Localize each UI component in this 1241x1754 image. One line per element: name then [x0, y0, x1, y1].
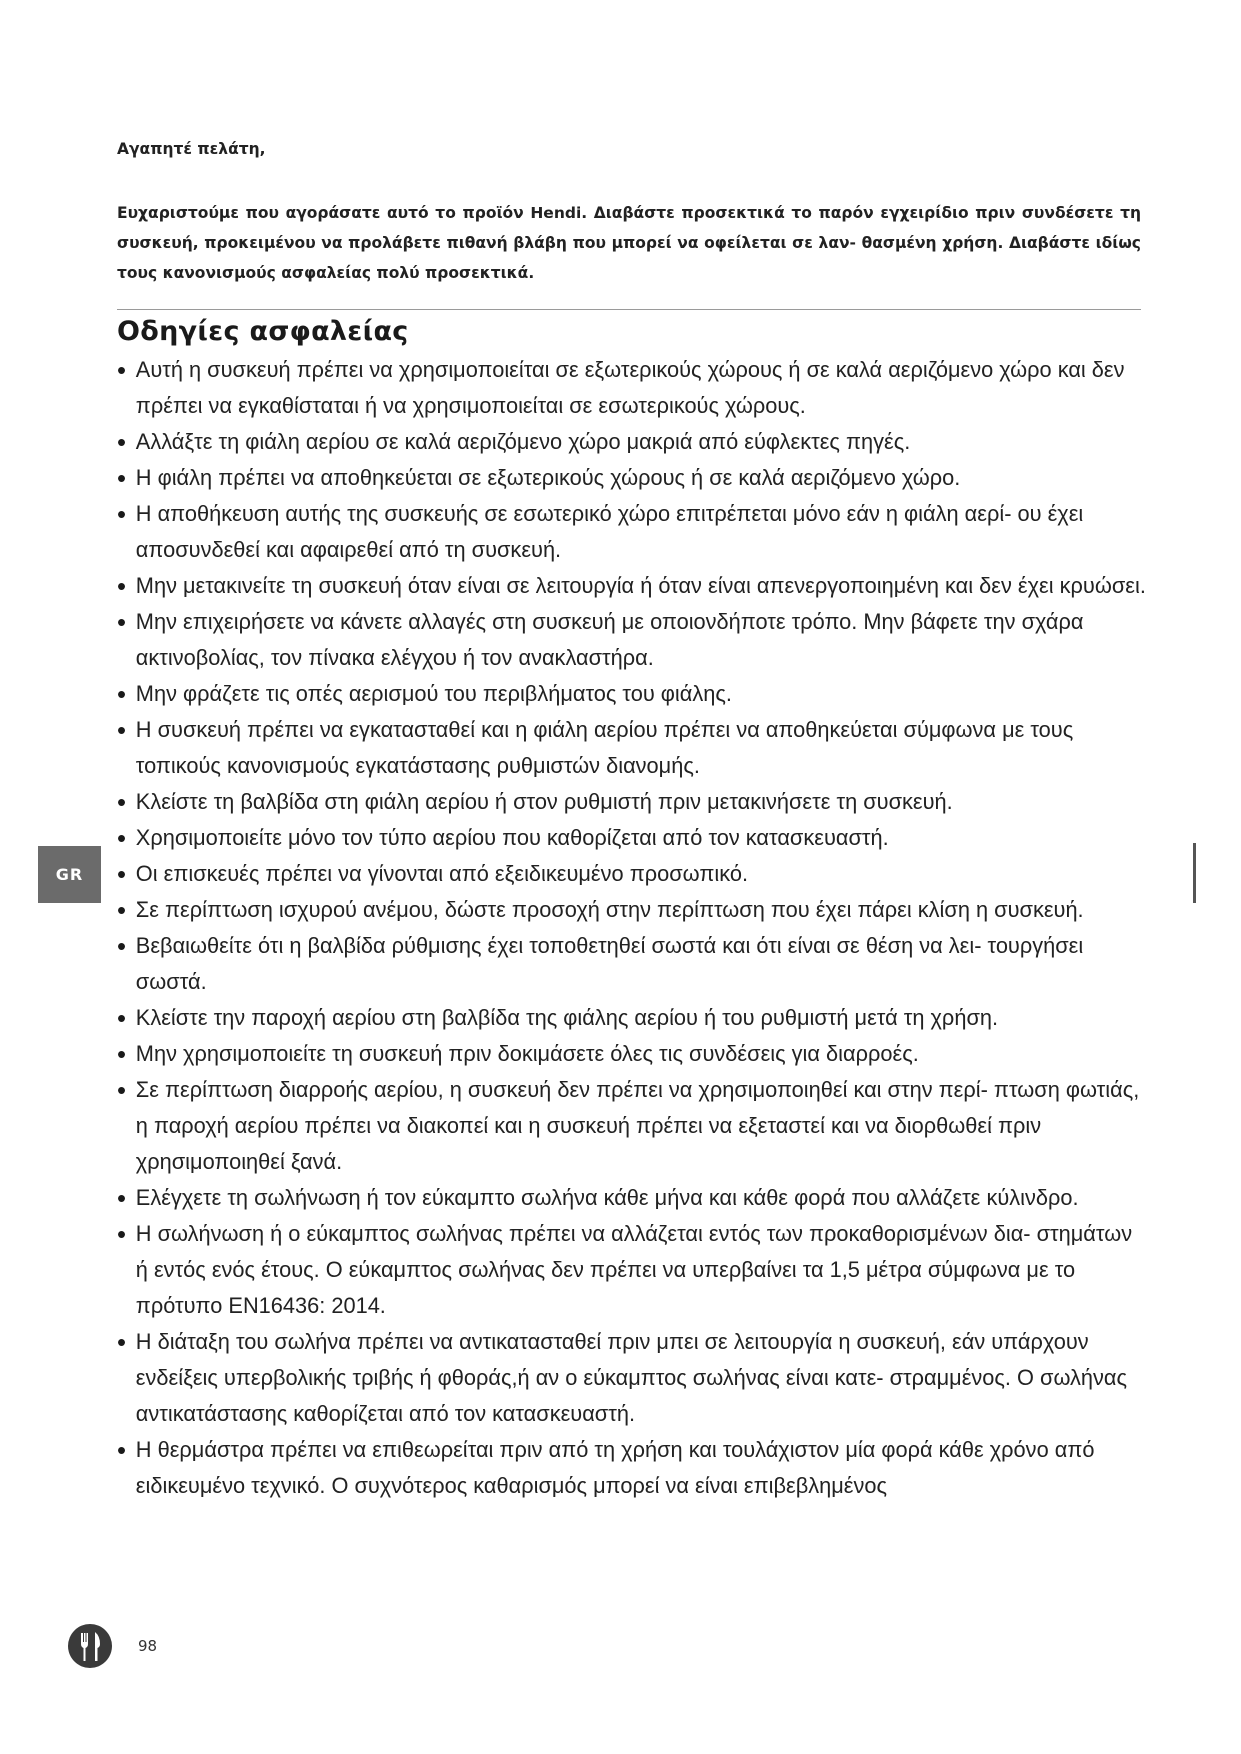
rule-item: • Η φιάλη πρέπει να αποθηκεύεται σε εξωτερικούς χώρους ή σε καλά αεριζόμενο χώρο.: [117, 460, 1147, 496]
rule-item: • Σε περίπτωση διαρροής αερίου, η συσκευή δεν πρέπει να χρησιμοποιηθεί και στην περί- πτωση φωτιάς, η παροχή αερίου πρέπει να διακοπεί και η συσκευή πρέπει να εξεταστεί και να διορθωθεί πριν χρησιμοποιηθεί ξανά.: [117, 1072, 1147, 1180]
rule-item: • Η διάταξη του σωλήνα πρέπει να αντικατασταθεί πριν μπει σε λειτουργία η συσκευή, εάν υπάρχουν ενδείξεις υπερβολικής τριβής ή φθοράς,ή αν ο εύκαμπτος σωλήνας είναι κατε- στραμμένος. Ο σωλήνας αντικατάστασης καθορίζεται από τον κατασκευαστή.: [117, 1324, 1147, 1432]
rule-item: • Μην επιχειρήσετε να κάνετε αλλαγές στη συσκευή με οποιονδήποτε τρόπο. Μην βάφετε την σχάρα ακτινοβολίας, τον πίνακα ελέγχου ή τον ανακλαστήρα.: [117, 604, 1147, 676]
rule-item: • Κλείστε τη βαλβίδα στη φιάλη αερίου ή στον ρυθμιστή πριν μετακινήσετε τη συσκευή.: [117, 784, 1147, 820]
section-title: Οδηγίες ασφαλείας: [117, 316, 409, 347]
section-divider: [117, 309, 1141, 310]
side-margin-mark: [1193, 843, 1196, 903]
rule-item: • Οι επισκευές πρέπει να γίνονται από εξειδικευμένο προσωπικό.: [117, 856, 1147, 892]
greeting: Αγαπητέ πελάτη,: [117, 140, 266, 158]
rule-item: • Η θερμάστρα πρέπει να επιθεωρείται πριν από τη χρήση και τουλάχιστον μία φορά κάθε χρόνο από ειδικευμένο τεχνικό. Ο συχνότερος καθαρισμός μπορεί να είναι επιβεβλημένος: [117, 1432, 1147, 1504]
rule-item: • Ελέγχετε τη σωλήνωση ή τον εύκαμπτο σωλήνα κάθε μήνα και κάθε φορά που αλλάζετε κύλινδρο.: [117, 1180, 1147, 1216]
rule-item: • Κλείστε την παροχή αερίου στη βαλβίδα της φιάλης αερίου ή του ρυθμιστή μετά τη χρήση.: [117, 1000, 1147, 1036]
rule-item: • Αλλάξτε τη φιάλη αερίου σε καλά αεριζόμενο χώρο μακριά από εύφλεκτες πηγές.: [117, 424, 1147, 460]
cutlery-logo-icon: [68, 1624, 112, 1668]
rule-item: • Μην μετακινείτε τη συσκευή όταν είναι σε λειτουργία ή όταν είναι απενεργοποιημένη και δεν έχει κρυώσει.: [117, 568, 1147, 604]
rule-item: • Η σωλήνωση ή ο εύκαμπτος σωλήνας πρέπει να αλλάζεται εντός των προκαθορισμένων δια- στημάτων ή εντός ενός έτους. Ο εύκαμπτος σωλήνας δεν πρέπει να υπερβαίνει τα 1,5 μέτρα σύμφωνα με το πρότυπο EN16436: 2014.: [117, 1216, 1147, 1324]
rule-item: • Μην χρησιμοποιείτε τη συσκευή πριν δοκιμάσετε όλες τις συνδέσεις για διαρροές.: [117, 1036, 1147, 1072]
rule-item: • Μην φράζετε τις οπές αερισμού του περιβλήματος του φιάλης.: [117, 676, 1147, 712]
rule-item: • Αυτή η συσκευή πρέπει να χρησιμοποιείται σε εξωτερικούς χώρους ή σε καλά αεριζόμενο χώρο και δεν πρέπει να εγκαθίσταται ή να χρησιμοποιείται σε εσωτερικούς χώρους.: [117, 352, 1147, 424]
language-tab: GR: [38, 846, 101, 903]
page-number: 98: [138, 1637, 158, 1655]
safety-rules-list: [117, 352, 1157, 1504]
rule-item: • Σε περίπτωση ισχυρού ανέμου, δώστε προσοχή στην περίπτωση που έχει πάρει κλίση η συσκευή.: [117, 892, 1147, 928]
rule-item: • Βεβαιωθείτε ότι η βαλβίδα ρύθμισης έχει τοποθετηθεί σωστά και ότι είναι σε θέση να λει- τουργήσει σωστά.: [117, 928, 1147, 1000]
rule-item: • Χρησιμοποιείτε μόνο τον τύπο αερίου που καθορίζεται από τον κατασκευαστή.: [117, 820, 1147, 856]
rule-item: • Η συσκευή πρέπει να εγκατασταθεί και η φιάλη αερίου πρέπει να αποθηκεύεται σύμφωνα με τους τοπικούς κανονισμούς εγκατάστασης ρυθμιστών διανομής.: [117, 712, 1147, 784]
intro-paragraph: Ευχαριστούμε που αγοράσατε αυτό το προϊόν Hendi. Διαβάστε προσεκτικά το παρόν εγχειρίδιο πριν συνδέσετε τη συσκευή, προκειμένου να προλάβετε πιθανή βλάβη που μπορεί να οφείλεται σε λαν- θασμένη χρήση. Διαβάστε ιδίως τους κανονισμούς ασφαλείας πολύ προσεκτικά.: [117, 204, 1141, 282]
rule-item: • Η αποθήκευση αυτής της συσκευής σε εσωτερικό χώρο επιτρέπεται μόνο εάν η φιάλη αερί- ου έχει αποσυνδεθεί και αφαιρεθεί από τη συσκευή.: [117, 496, 1147, 568]
